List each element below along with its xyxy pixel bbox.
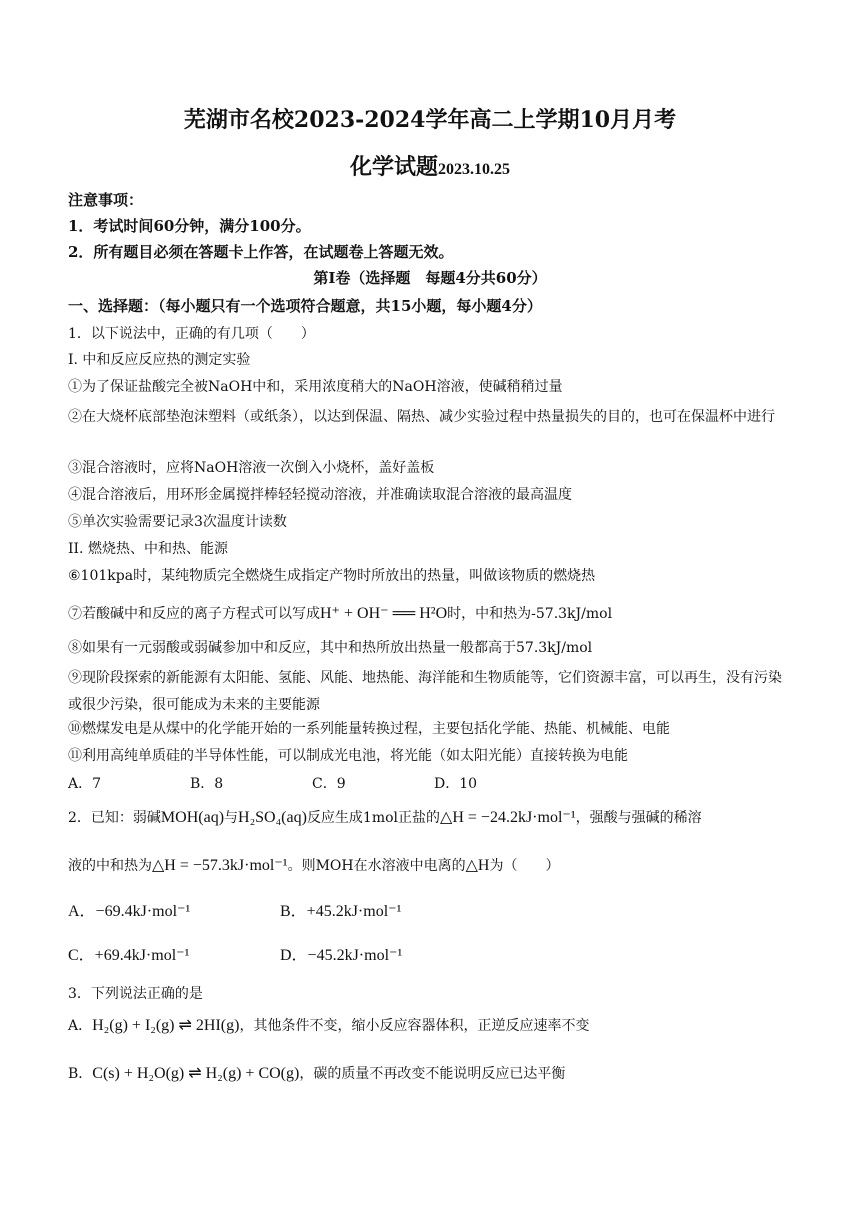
- q3-a-label: A．: [68, 1018, 93, 1034]
- part-title: 一、选择题：（每小题只有一个选项符合题意，共15小题，每小题4分）: [68, 297, 542, 315]
- exam-subtitle: [0, 150, 860, 181]
- q1-statement-7: [68, 604, 794, 624]
- q1-option-a[interactable]: A．7: [68, 776, 102, 792]
- q3-b-equation: C(s) + H₂O(g) ⇌ H₂(g) + CO(g): [92, 1065, 300, 1082]
- q2-text-e: 液的中和热为: [68, 858, 152, 874]
- q1-statement-4: ④混合溶液后，用环形金属搅拌棒轻轻搅动溶液，并准确读取混合溶液的最高温度: [68, 487, 572, 503]
- q2-enthalpy-2: △H = −57.3kJ·mol⁻¹: [152, 857, 288, 874]
- q1-subheading-1: I. 中和反应反应热的测定实验: [68, 352, 251, 368]
- q3-b-text: ，碳的质量不再改变不能说明反应已达平衡: [299, 1066, 566, 1082]
- section-title: 第Ⅰ卷（选择题 每题4分共60分）: [313, 269, 547, 287]
- s7-equation: H⁺ + OH⁻ ══ H²O: [320, 605, 448, 622]
- q2-option-a[interactable]: A．−69.4kJ·mol⁻¹: [68, 903, 191, 920]
- q2-option-c[interactable]: C．+69.4kJ·mol⁻¹: [68, 947, 190, 964]
- q1-statement-2: ②在大烧杯底部垫泡沫塑料（或纸条），以达到保温、隔热、减少实验过程中热量损失的目的，也可在保温杯中进行: [68, 409, 775, 425]
- q1-options: [68, 774, 794, 794]
- q1-statement-1: ①为了保证盐酸完全被NaOH中和，采用浓度稍大的NaOH溶液，使碱稍稍过量: [68, 379, 563, 395]
- q1-statement-10: ⑩燃煤发电是从煤中的化学能开始的一系列能量转换过程，主要包括化学能、热能、机械能、电能: [68, 721, 670, 737]
- q1-statement-9: ⑨现阶段探索的新能源有太阳能、氢能、风能、地热能、海洋能和生物质能等，它们资源丰富，可以再生，没有污染或很少污染，很可能成为未来的主要能源: [68, 670, 782, 713]
- q2-text-g: 为（ ）: [489, 858, 560, 874]
- s7-prefix: ⑦若酸碱中和反应的离子方程式可以写成: [68, 606, 320, 622]
- s7-suffix: 时，中和热为-57.3kJ/mol: [447, 606, 613, 622]
- q2-text-b: 与: [224, 810, 239, 826]
- q2-text-f: 。则MOH在水溶液中电离的: [287, 858, 466, 874]
- q3-a-text: ，其他条件不变，缩小反应容器体积，正逆反应速率不变: [239, 1018, 590, 1034]
- q2-option-b[interactable]: B．+45.2kJ·mol⁻¹: [280, 903, 402, 920]
- subtitle-text: 化学试题: [349, 154, 438, 180]
- q2-text-a: 2．已知：弱碱: [68, 810, 161, 826]
- q1-statement-6: ⑥101kpa时，某纯物质完全燃烧生成指定产物时所放出的热量，叫做该物质的燃烧热: [68, 568, 596, 584]
- q2-formula-h2so4: H₂SO₄(aq): [238, 809, 307, 826]
- q2-text-d: ，强酸与强碱的稀溶: [575, 810, 702, 826]
- q2-options-row-1: [68, 902, 794, 922]
- notice-item-2: 2．所有题目必须在答题卡上作答，在试题卷上答题无效。: [68, 243, 454, 261]
- notice-item-1: 1．考试时间60分钟，满分100分。: [68, 217, 311, 235]
- q2-delta-h: △H: [465, 857, 490, 874]
- q2-enthalpy-1: △H = −24.2kJ·mol⁻¹: [440, 809, 576, 826]
- exam-date: 2023.10.25: [438, 161, 510, 178]
- q1-option-d[interactable]: D．10: [434, 776, 478, 792]
- q2-formula-moh: MOH(aq): [160, 809, 225, 826]
- q3-stem: 3．下列说法正确的是: [68, 986, 203, 1002]
- q2-stem-line-2: [68, 856, 794, 876]
- notice-heading: 注意事项：: [68, 191, 144, 209]
- q2-options-row-2: [68, 946, 794, 966]
- q1-statement-5: ⑤单次实验需要记录3次温度计读数: [68, 514, 287, 530]
- exam-title: 芜湖市名校2023-2024学年高二上学期10月月考: [183, 107, 677, 133]
- q3-b-label: B．: [68, 1066, 93, 1082]
- q3-option-a[interactable]: [68, 1016, 794, 1036]
- q1-stem: 1．以下说法中，正确的有几项（ ）: [68, 326, 315, 342]
- q1-option-c[interactable]: C．9: [312, 776, 346, 792]
- q2-option-d[interactable]: D．−45.2kJ·mol⁻¹: [280, 947, 403, 964]
- q3-a-equation: H₂(g) + I₂(g) ⇌ 2HI(g): [92, 1017, 240, 1034]
- q3-option-b[interactable]: [68, 1064, 794, 1084]
- q1-subheading-2: II. 燃烧热、中和热、能源: [68, 541, 228, 557]
- q1-statement-11: ⑪利用高纯单质硅的半导体性能，可以制成光电池，将光能（如太阳光能）直接转换为电能: [68, 748, 628, 764]
- q1-statement-3: ③混合溶液时，应将NaOH溶液一次倒入小烧杯，盖好盖板: [68, 460, 435, 476]
- q2-stem-line-1: [68, 808, 794, 828]
- q1-statement-8: ⑧如果有一元弱酸或弱碱参加中和反应，其中和热所放出热量一般都高于57.3kJ/mol: [68, 640, 593, 656]
- q2-text-c: 反应生成1mol正盐的: [306, 810, 441, 826]
- q1-option-b[interactable]: B．8: [190, 776, 224, 792]
